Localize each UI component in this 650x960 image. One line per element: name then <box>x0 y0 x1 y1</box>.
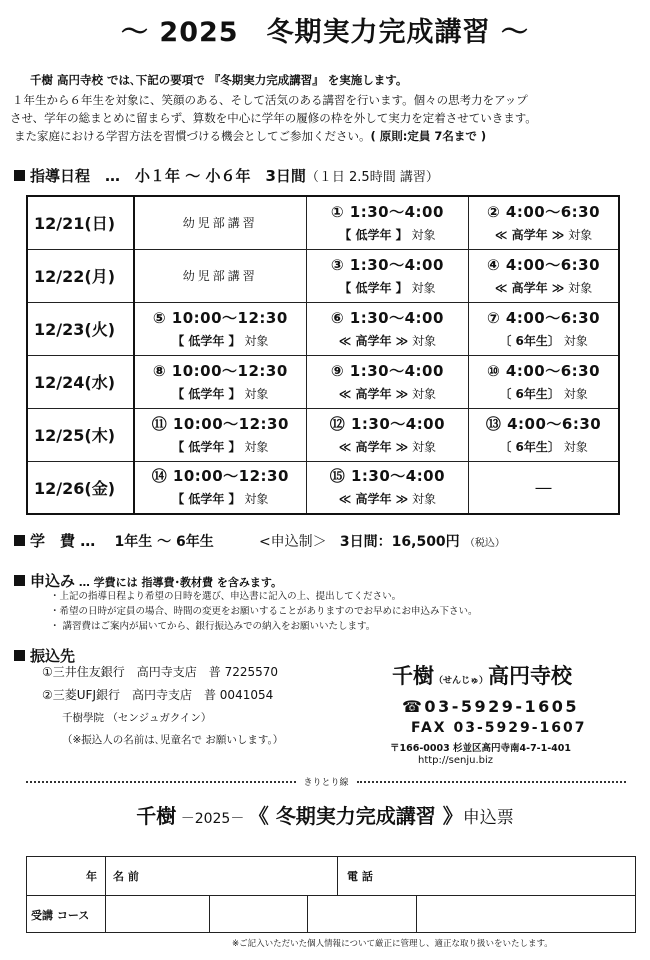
schedule-slot <box>306 302 468 355</box>
slot-group: 【 低学年 】 <box>339 280 408 295</box>
schedule-slot <box>469 461 619 514</box>
bank-heading: 振込先 <box>14 645 75 666</box>
transfer-note: （※振込人の名前は､児童名で お願いします。） <box>62 734 284 746</box>
slot-group: ≪ 高学年 ≫ <box>338 439 409 454</box>
fee-grades: 1年生 ～ 6年生 <box>114 534 214 550</box>
account-holder: 千樹學院 （センジュガクイン） <box>62 712 212 724</box>
schedule-date: 12/23(火) <box>27 302 134 355</box>
slot-target: ≪ 高学年 ≫ 対象 <box>338 492 437 507</box>
school-address: 〒166-0003 杉並区高円寺南4-7-1-401 <box>390 743 572 754</box>
apply-bullet: ・ 講習費はご案内が届いてから、銀行振込みでの納入をお願いいたします。 <box>50 621 376 632</box>
slot-target: ≪ 高学年 ≫ 対象 <box>338 439 437 454</box>
course-field-2[interactable] <box>209 896 307 933</box>
apply-bullet: ・希望の日時が定員の場合、時間の変更をお願いすることがありますのでお早めにお申込み下さい。 <box>50 606 478 617</box>
intro-line-3: させ、学年の総まとめに留まらず、算数を中心に学年の履修の枠を外して実力を定着させていきます。 <box>10 111 537 125</box>
slot-target: 【 低学年 】 対象 <box>339 280 436 295</box>
page-title: ～ 2025 冬期実力完成講習 ～ <box>121 17 529 48</box>
schedule-row <box>27 355 619 408</box>
slot-label: 幼児部講習 <box>182 269 258 283</box>
form-row-course <box>27 896 635 933</box>
bank-account-1: ①三井住友銀行 高円寺支店 普 7225570 <box>42 665 279 679</box>
grade-field[interactable]: 年 <box>86 870 97 883</box>
slot-group: ≪ 高学年 ≫ <box>494 227 565 242</box>
course-field-1[interactable] <box>105 896 209 933</box>
name-field[interactable]: 名 前 <box>113 870 139 883</box>
schedule-slot <box>134 249 306 302</box>
slot-group: 〔 6年生〕 <box>499 386 560 401</box>
schedule-slot <box>134 408 306 461</box>
schedule-date: 12/26(金) <box>27 461 134 514</box>
slot-target: 【 低学年 】 対象 <box>172 333 269 348</box>
slot-group: 〔 6年生〕 <box>499 333 560 348</box>
intro-line-2: １年生から６年生を対象に、笑顔のある、そして活気のある講習を行います。個々の思考力をアップ <box>12 93 528 107</box>
schedule-slot <box>134 302 306 355</box>
schedule-date: 12/21(日) <box>27 196 134 249</box>
slot-group: 【 低学年 】 <box>172 492 241 507</box>
phone-field[interactable]: 電 話 <box>347 870 373 883</box>
school-prefix: 千樹 高円寺校 <box>30 73 104 87</box>
slot-label: 幼児部講習 <box>182 216 258 231</box>
slot-time: ⑦ 4:00～6:30 <box>487 308 601 327</box>
schedule-date: 12/22(月) <box>27 249 134 302</box>
schedule-heading: 指導日程 … 小１年 ～ 小６年 3日間（１日 2.5時間 講習） <box>14 165 439 186</box>
slot-target: 【 低学年 】 対象 <box>172 492 269 507</box>
form-row-name <box>27 857 635 896</box>
apply-bullet: ・上記の指導日程より希望の日時を選び、申込書に記入の上、提出してください。 <box>50 591 402 602</box>
slot-target: ≪ 高学年 ≫ 対象 <box>338 333 437 348</box>
slot-time: ⑤ 10:00～12:30 <box>152 308 288 327</box>
privacy-note: ※ご記入いただいた個人情報について厳正に管理し、適正な取り扱いをいたします。 <box>232 939 553 949</box>
slot-time: ⑨ 1:30～4:00 <box>330 361 444 380</box>
slot-target: 〔 6年生〕 対象 <box>499 439 588 454</box>
course-field-4[interactable] <box>416 896 637 933</box>
course-field-3[interactable] <box>307 896 416 933</box>
schedule-row <box>27 408 619 461</box>
square-bullet-icon <box>14 535 25 546</box>
slot-group: 【 低学年 】 <box>172 439 241 454</box>
schedule-row <box>27 196 619 249</box>
slot-target: ≪ 高学年 ≫ 対象 <box>338 386 437 401</box>
schedule-slot <box>134 196 306 249</box>
fee-method: <申込制＞ <box>258 534 327 550</box>
slot-time: ① 1:30～4:00 <box>330 202 444 221</box>
slot-group: 【 低学年 】 <box>172 386 241 401</box>
slot-time: ⑬ 4:00～6:30 <box>485 414 602 433</box>
schedule-slot <box>469 408 619 461</box>
square-bullet-icon <box>14 575 25 586</box>
slot-group: ≪ 高学年 ≫ <box>338 386 409 401</box>
schedule-slot <box>306 461 468 514</box>
schedule-slot <box>306 249 468 302</box>
schedule-slot <box>469 355 619 408</box>
schedule-date: 12/24(水) <box>27 355 134 408</box>
application-form <box>26 856 636 933</box>
course-label: 受講 コース <box>31 908 90 922</box>
apply-section: 申込み … 学費には 指導費･教材費 を含みます。 <box>14 570 282 591</box>
cut-line: きりとり線 <box>26 775 626 788</box>
slot-target: 【 低学年 】 対象 <box>339 227 436 242</box>
intro-line-1: 千樹 高円寺校 では､下記の要項で 『冬期実力完成講習』 を実施します。 <box>30 73 408 87</box>
slot-time: ⑩ 4:00～6:30 <box>487 361 601 380</box>
capacity-note: ( 原則:定員 7名まで ) <box>370 129 487 143</box>
schedule-row <box>27 249 619 302</box>
bank-account-2: ②三菱UFJ銀行 高円寺支店 普 0041054 <box>42 688 274 702</box>
slot-target: 〔 6年生〕 対象 <box>499 386 588 401</box>
schedule-slot <box>134 355 306 408</box>
schedule-slot <box>306 355 468 408</box>
slot-time: ⑧ 10:00～12:30 <box>152 361 288 380</box>
square-bullet-icon <box>14 650 25 661</box>
school-phone: ☎03-5929-1605 <box>402 697 580 716</box>
slot-time: ③ 1:30～4:00 <box>330 255 444 274</box>
schedule-slot <box>469 196 619 249</box>
slot-target: 〔 6年生〕 対象 <box>499 333 588 348</box>
intro-line-4: また家庭における学習方法を習慣づける機会としてご参加ください。( 原則:定員 7名まで ) <box>14 129 487 143</box>
slot-group: 〔 6年生〕 <box>499 439 560 454</box>
slot-time: ⑮ 1:30～4:00 <box>329 467 446 486</box>
schedule-row <box>27 461 619 514</box>
dotted-line <box>357 781 627 783</box>
square-bullet-icon <box>14 170 25 181</box>
schedule-table <box>26 195 620 515</box>
schedule-slot <box>134 461 306 514</box>
slot-target: ≪ 高学年 ≫ 対象 <box>494 280 593 295</box>
slot-time: ⑫ 1:30～4:00 <box>329 414 446 433</box>
fee-section: 学 費 … 1年生 ～ 6年生 <申込制＞ 3日間：16,500円 （税込） <box>14 530 505 551</box>
slot-group: ≪ 高学年 ≫ <box>494 280 565 295</box>
school-url[interactable]: http://senju.biz <box>418 755 494 766</box>
slot-empty: ― <box>535 477 552 497</box>
schedule-date: 12/25(木) <box>27 408 134 461</box>
schedule-slot <box>469 249 619 302</box>
fee-price: 3日間：16,500円 <box>339 534 460 550</box>
schedule-row <box>27 302 619 355</box>
fee-tax: （税込） <box>464 538 505 549</box>
school-fax: FAX 03-5929-1607 <box>411 720 587 736</box>
slot-time: ⑥ 1:30～4:00 <box>330 308 444 327</box>
schedule-slot <box>306 196 468 249</box>
slot-time: ⑭ 10:00～12:30 <box>151 467 289 486</box>
slot-target: ≪ 高学年 ≫ 対象 <box>494 227 593 242</box>
slot-group: 【 低学年 】 <box>339 227 408 242</box>
form-title: 千樹 －2025－ 《 冬期実力完成講習 》申込票 <box>136 804 514 828</box>
school-name: 千樹（せんじゅ）高円寺校 <box>392 664 573 688</box>
slot-time: ④ 4:00～6:30 <box>487 255 601 274</box>
slot-group: 【 低学年 】 <box>172 333 241 348</box>
dotted-line <box>26 781 296 783</box>
slot-time: ② 4:00～6:30 <box>487 202 601 221</box>
slot-target: 【 低学年 】 対象 <box>172 439 269 454</box>
slot-time: ⑪ 10:00～12:30 <box>151 414 289 433</box>
slot-group: ≪ 高学年 ≫ <box>338 492 409 507</box>
schedule-slot <box>306 408 468 461</box>
slot-group: ≪ 高学年 ≫ <box>338 333 409 348</box>
schedule-slot <box>469 302 619 355</box>
slot-target: 【 低学年 】 対象 <box>172 386 269 401</box>
